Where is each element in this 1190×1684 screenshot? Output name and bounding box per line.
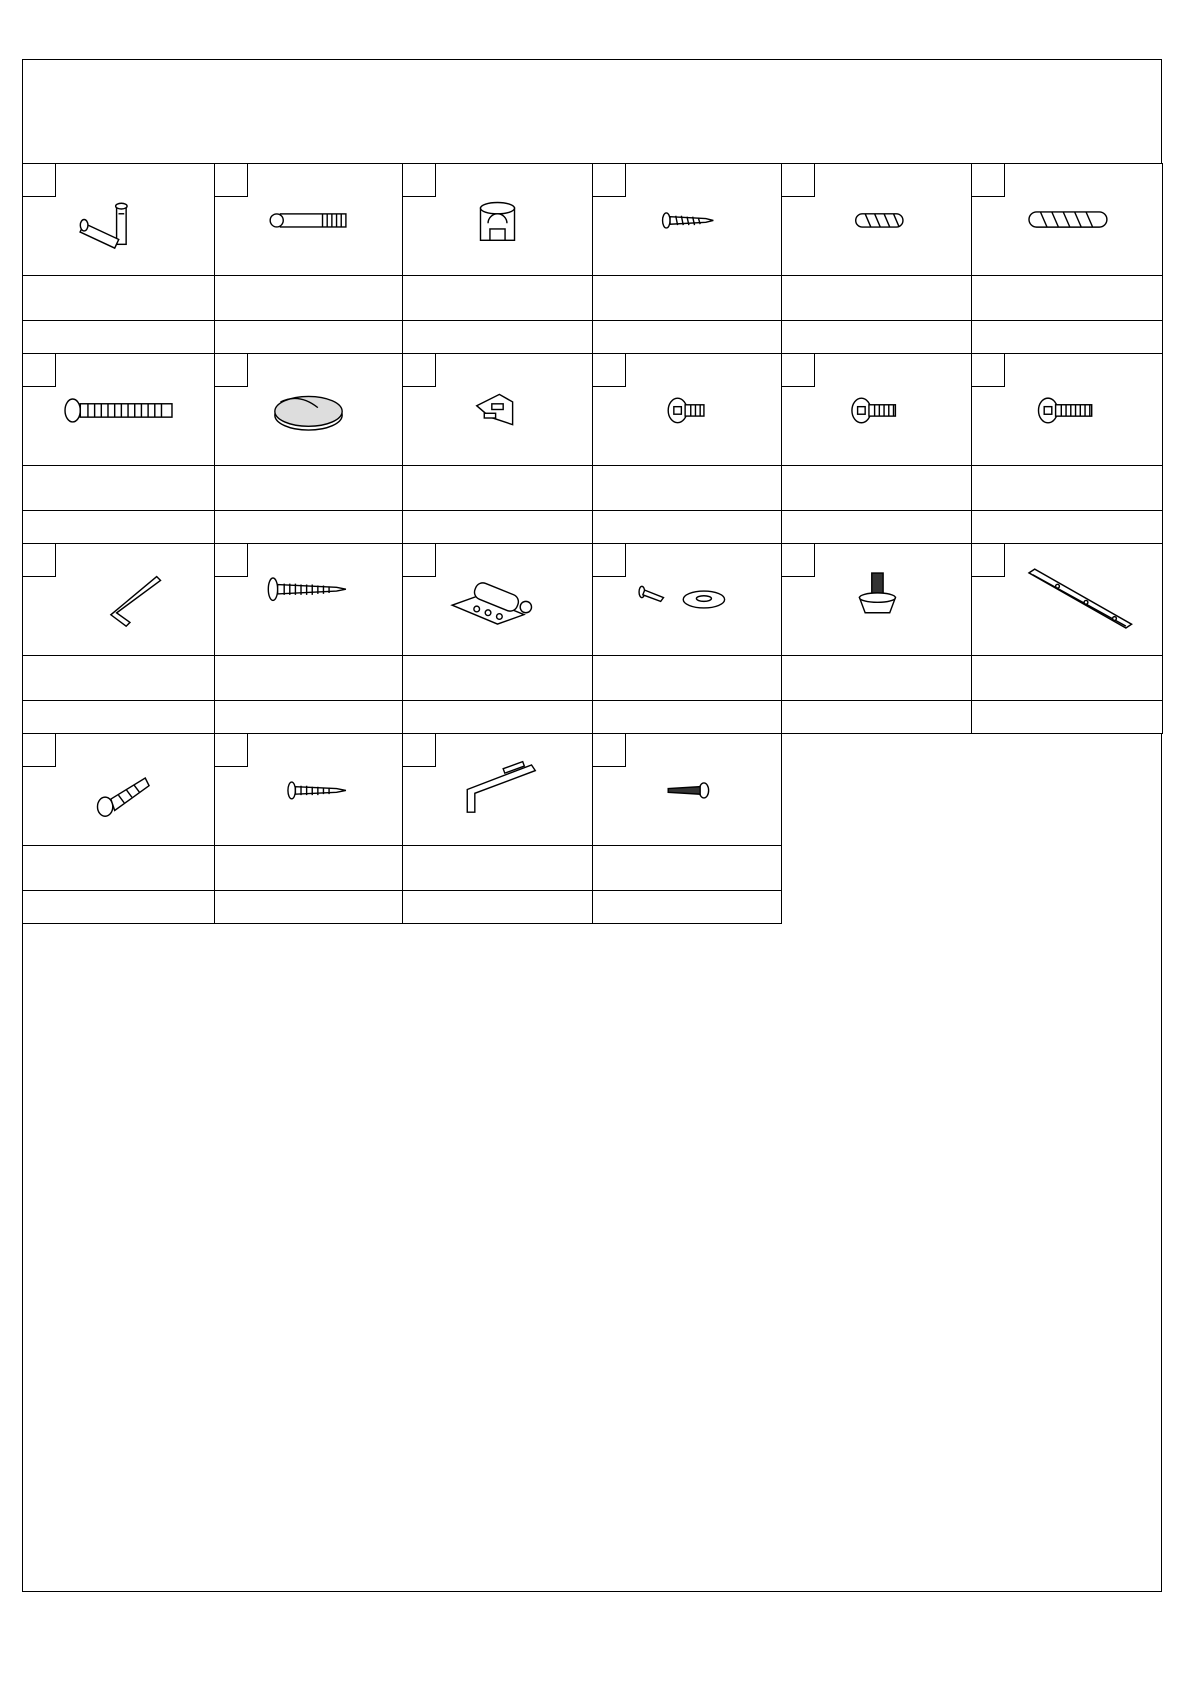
part-quantity-cell (592, 320, 782, 354)
part-image-cell (214, 733, 403, 846)
part-quantity (215, 701, 402, 733)
part-label (972, 656, 1162, 700)
part-label (215, 276, 402, 320)
part-quantity (403, 321, 592, 353)
part-quantity (403, 891, 592, 923)
screw-and-washer-icon (593, 544, 781, 655)
part-quantity-cell (971, 320, 1163, 354)
hanging-rail-icon (972, 544, 1162, 655)
part-label-cell (781, 275, 972, 321)
connector-bolt-icon (215, 164, 402, 275)
part-image-cell (592, 163, 782, 276)
long-bolt-icon (23, 354, 214, 465)
part-quantity-cell (592, 510, 782, 544)
part-quantity (215, 321, 402, 353)
part-label-cell (214, 465, 403, 511)
angle-bracket-icon (403, 734, 592, 845)
part-quantity (23, 511, 214, 543)
part-quantity-cell (214, 700, 403, 734)
part-quantity (23, 321, 214, 353)
part-image-cell (781, 353, 972, 466)
part-label (403, 276, 592, 320)
part-quantity (23, 701, 214, 733)
part-label (403, 656, 592, 700)
hex-bolt-medium-icon (782, 354, 971, 465)
part-label (23, 276, 214, 320)
part-image-cell (402, 163, 593, 276)
part-quantity (403, 701, 592, 733)
part-image-cell (971, 353, 1163, 466)
part-image-cell (22, 163, 215, 276)
part-image-cell (22, 733, 215, 846)
adjustable-foot-icon (782, 544, 971, 655)
long-dowel-icon (972, 164, 1162, 275)
part-label (403, 846, 592, 890)
part-label (403, 466, 592, 510)
part-label-cell (214, 845, 403, 891)
part-label (23, 466, 214, 510)
part-image-cell (781, 543, 972, 656)
long-wood-screw-icon (215, 544, 402, 655)
part-label-cell (402, 275, 593, 321)
part-label (593, 656, 781, 700)
part-label-cell (22, 655, 215, 701)
part-label-cell (592, 845, 782, 891)
part-label (593, 466, 781, 510)
part-quantity (593, 511, 781, 543)
part-quantity-cell (781, 510, 972, 544)
part-label (215, 656, 402, 700)
part-quantity-cell (402, 700, 593, 734)
part-label-cell (781, 465, 972, 511)
adhesive-pad-icon (215, 354, 402, 465)
part-label (593, 276, 781, 320)
short-wood-screw-icon (593, 164, 781, 275)
part-label (782, 656, 971, 700)
part-image-cell (214, 353, 403, 466)
hex-bolt-short-icon (593, 354, 781, 465)
part-quantity-cell (22, 510, 215, 544)
part-image-cell (214, 543, 403, 656)
part-quantity-cell (781, 700, 972, 734)
part-label-cell (592, 655, 782, 701)
part-quantity-cell (402, 510, 593, 544)
hex-bolt-long-icon (972, 354, 1162, 465)
part-quantity-cell (214, 890, 403, 924)
part-label (23, 656, 214, 700)
part-quantity (972, 321, 1162, 353)
allen-key-icon (23, 544, 214, 655)
part-quantity-cell (971, 700, 1163, 734)
part-quantity (972, 511, 1162, 543)
part-label-cell (22, 845, 215, 891)
part-quantity (782, 321, 971, 353)
wall-plug-icon (23, 734, 214, 845)
part-quantity-cell (22, 320, 215, 354)
part-quantity (782, 701, 971, 733)
part-quantity (403, 511, 592, 543)
part-label-cell (402, 465, 593, 511)
part-quantity-cell (592, 700, 782, 734)
part-image-cell (402, 543, 593, 656)
part-quantity (593, 701, 781, 733)
part-label-cell (214, 275, 403, 321)
part-image-cell (22, 353, 215, 466)
part-image-cell (592, 733, 782, 846)
part-quantity-cell (971, 510, 1163, 544)
shelf-support-icon (403, 354, 592, 465)
part-quantity-cell (781, 320, 972, 354)
part-quantity (782, 511, 971, 543)
part-image-cell (22, 543, 215, 656)
part-label (972, 466, 1162, 510)
short-dowel-icon (782, 164, 971, 275)
part-quantity-cell (22, 700, 215, 734)
part-label-cell (971, 655, 1163, 701)
cam-housing-icon (403, 164, 592, 275)
medium-wood-screw-icon (215, 734, 402, 845)
part-label-cell (22, 275, 215, 321)
part-label-cell (214, 655, 403, 701)
part-label (23, 846, 214, 890)
part-quantity-cell (214, 510, 403, 544)
part-label-cell (402, 655, 593, 701)
cam-lock-bolt-icon (23, 164, 214, 275)
part-label-cell (592, 465, 782, 511)
part-label (593, 846, 781, 890)
part-image-cell (592, 353, 782, 466)
part-image-cell (781, 163, 972, 276)
push-latch-icon (403, 544, 592, 655)
part-quantity (23, 891, 214, 923)
part-quantity-cell (22, 890, 215, 924)
part-label (782, 276, 971, 320)
part-label-cell (971, 465, 1163, 511)
part-label (215, 846, 402, 890)
part-quantity (593, 891, 781, 923)
part-quantity (215, 891, 402, 923)
part-label-cell (402, 845, 593, 891)
part-label-cell (971, 275, 1163, 321)
part-quantity (972, 701, 1162, 733)
part-label (215, 466, 402, 510)
part-image-cell (971, 163, 1163, 276)
part-image-cell (592, 543, 782, 656)
small-screw-icon (593, 734, 781, 845)
part-image-cell (402, 353, 593, 466)
part-label-cell (592, 275, 782, 321)
header-band (23, 60, 1161, 164)
part-label-cell (22, 465, 215, 511)
part-image-cell (214, 163, 403, 276)
part-label (782, 466, 971, 510)
part-quantity-cell (214, 320, 403, 354)
part-quantity-cell (592, 890, 782, 924)
part-quantity (593, 321, 781, 353)
part-quantity-cell (402, 320, 593, 354)
part-quantity (215, 511, 402, 543)
part-label-cell (781, 655, 972, 701)
part-quantity-cell (402, 890, 593, 924)
part-label (972, 276, 1162, 320)
part-image-cell (402, 733, 593, 846)
part-image-cell (971, 543, 1163, 656)
